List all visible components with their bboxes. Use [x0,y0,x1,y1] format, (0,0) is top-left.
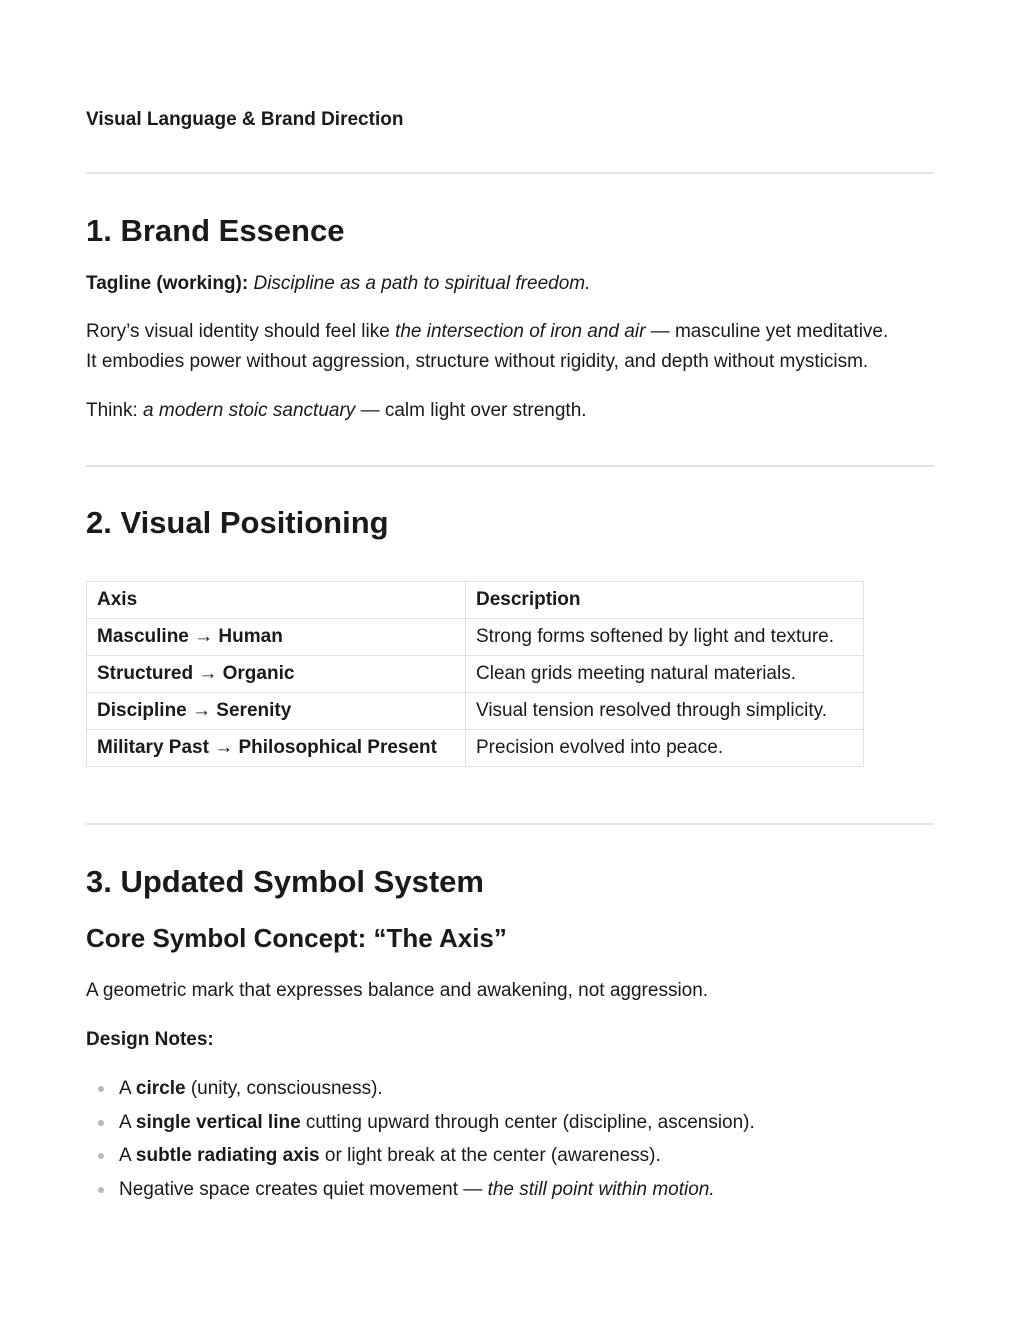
note-text: (unity, consciousness). [185,1078,383,1099]
note-bold: circle [135,1078,186,1099]
description-cell: Strong forms softened by light and texture. [466,619,864,656]
identity-text-post: — masculine yet meditative. [645,321,889,342]
identity-paragraph [86,317,934,377]
description-cell: Clean grids meeting natural materials. [466,656,864,693]
think-paragraph [86,396,934,426]
think-italic: a modern stoic sanctuary [143,400,356,421]
note-text: A [119,1078,136,1099]
axis-cell: Structured → Organic [87,656,466,693]
bullet-dot-icon [98,1187,104,1193]
section-heading-visual-positioning: 2. Visual Positioning [86,505,389,540]
divider [86,823,934,825]
identity-text-line2: It embodies power without aggression, structure without rigidity, and depth without mysticism. [86,351,869,372]
table-row [87,619,864,656]
description-cell: Precision evolved into peace. [466,730,864,767]
note-text: or light break at the center (awareness). [319,1145,661,1166]
list-item [86,1141,755,1175]
tagline-label: Tagline (working): [86,273,249,294]
section-heading-symbol-system: 3. Updated Symbol System [86,864,484,899]
document-title: Visual Language & Brand Direction [86,109,404,130]
table-row [87,693,864,730]
note-text: Negative space creates quiet movement — [119,1178,488,1200]
table-row [87,730,864,767]
table-header-row [87,582,864,619]
note-italic: the still point within motion. [487,1178,715,1200]
tagline-paragraph [86,269,934,299]
table-row [87,656,864,693]
identity-text-pre: Rory’s visual identity should feel like [86,321,396,342]
axis-cell: Military Past → Philosophical Present [87,730,466,767]
description-cell: Visual tension resolved through simplicity. [466,693,864,730]
list-item [86,1108,755,1142]
bullet-dot-icon [98,1086,104,1092]
axis-cell: Discipline → Serenity [87,693,466,730]
note-text: cutting upward through center (discipline, ascension). [300,1111,755,1133]
list-item [86,1175,755,1209]
note-bold: single vertical line [135,1111,301,1133]
symbol-intro: A geometric mark that expresses balance and awakening, not aggression. [86,980,709,1001]
bullet-dot-icon [98,1120,104,1126]
note-bold: subtle radiating axis [135,1145,320,1166]
list-item [86,1074,755,1108]
bullet-dot-icon [98,1153,104,1159]
design-notes-paragraph [86,1025,934,1055]
think-label: Think: [86,400,144,421]
note-text: A [119,1145,136,1166]
divider [86,172,934,174]
design-notes-list [86,1074,755,1208]
note-text: A [119,1111,136,1133]
section-heading-brand-essence: 1. Brand Essence [86,213,345,248]
tagline-text: Discipline as a path to spiritual freedom. [253,273,591,294]
design-notes-label: Design Notes: [86,1029,214,1050]
column-header-description: Description [466,582,864,619]
subheading-core-symbol: Core Symbol Concept: “The Axis” [86,923,507,953]
divider [86,465,934,467]
think-post: — calm light over strength. [355,400,587,421]
column-header-axis: Axis [87,582,466,619]
axis-cell: Masculine → Human [87,619,466,656]
positioning-table [86,581,864,767]
identity-text-italic: the intersection of iron and air [395,321,646,342]
